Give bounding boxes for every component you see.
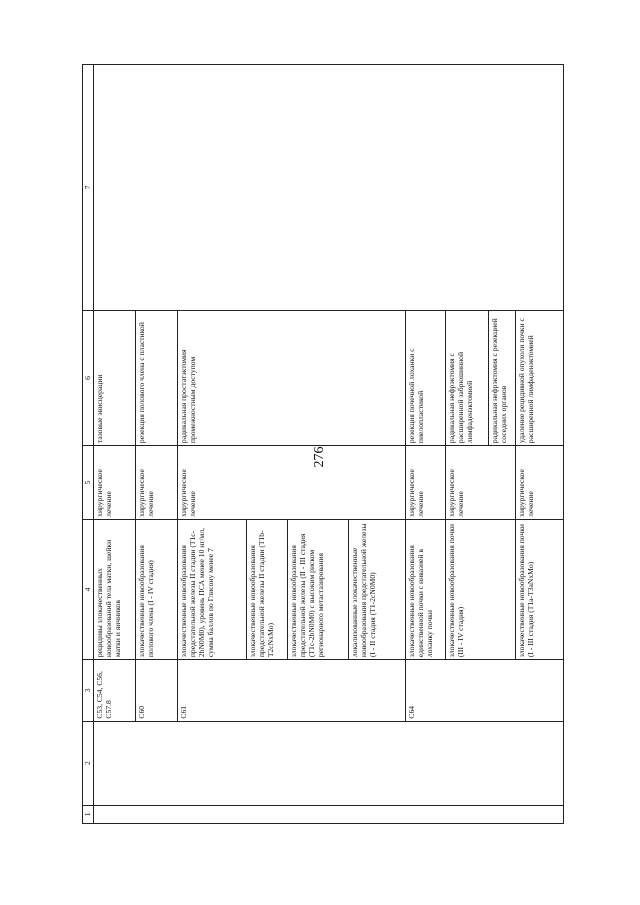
column-header-3: 3	[83, 660, 94, 721]
diagnosis-cell: злокачественные новообразования единственной почки с инвазией в лоханку почки	[406, 519, 446, 659]
treatment-type-cell: хирургическое лечение	[178, 446, 406, 520]
column-header-4: 4	[83, 519, 94, 659]
icd-codes-cell: C53, C54, C56, C57.8	[94, 660, 136, 721]
diagnosis-cell: злокачественные новообразования полового члена (I - IV стадия)	[136, 519, 178, 659]
column-2-cell	[94, 721, 564, 805]
treatment-type-cell: хирургическое лечение	[446, 446, 516, 520]
treatment-table	[82, 64, 562, 824]
treatment-method-cell: резекция почечной лоханки с пиелопластикой	[406, 310, 446, 445]
column-header-7: 7	[83, 65, 94, 311]
table-row	[94, 65, 136, 824]
column-header-6: 6	[83, 310, 94, 445]
column-1-cell	[94, 805, 564, 823]
treatment-method-cell: тазовые эвисцерации	[94, 310, 136, 445]
icd-codes-cell: C64	[406, 660, 564, 721]
treatment-type-cell: хирургическое лечение	[516, 446, 564, 520]
column-7-cell	[94, 65, 564, 311]
treatment-method-cell: радикальная простатэктомия промежностным доступом	[178, 310, 406, 445]
icd-codes-cell: C60	[136, 660, 178, 721]
treatment-type-cell: хирургическое лечение	[406, 446, 446, 520]
treatment-method-cell	[446, 310, 516, 445]
diagnosis-subcell: злокачественные новообразования предстательной железы (II - III стадия (T1c-2bN0M0) с высоким риском регионарного метастазирования	[288, 520, 349, 659]
column-header-5: 5	[83, 446, 94, 520]
treatment-method-cell: резекция полового члена с пластикой	[136, 310, 178, 445]
diagnosis-cell: рецидивы злокачественных новообразований тела матки, шейки матки и яичников	[94, 519, 136, 659]
diagnosis-cell: злокачественные новообразования почки (I - III стадия (T1a-T3aNxMo)	[516, 519, 564, 659]
column-header-1: 1	[83, 805, 94, 823]
diagnosis-cell	[178, 519, 406, 659]
treatment-method-subcell: радикальная нефрэктомия с расширенной забрюшинной лимфаденэктомией	[446, 311, 489, 445]
medical-care-table	[82, 64, 564, 824]
treatment-type-cell: хирургическое лечение	[136, 446, 178, 520]
treatment-method-subcell: радикальная нефрэктомия с резекцией соседних органов	[490, 318, 508, 444]
header-row	[83, 65, 94, 824]
diagnosis-cell: злокачественные новообразования почки (III - IV стадия)	[446, 519, 516, 659]
treatment-method-cell: удаление рецидивной опухоли почки с расширенной лимфаденэктомией	[516, 310, 564, 445]
page-number: 276	[312, 446, 327, 468]
diagnosis-subcell: локализованные злокачественные новообразования предстательной железы (I - II стадия (T1-2cN0M0)	[350, 523, 377, 658]
icd-codes-cell: C61	[178, 660, 406, 721]
diagnosis-subcell: злокачественные новообразования предстательной железы II стадии (T1c-2bN0M0), уровень ПСА менее 10 нг/мл, сумма баллов по Глисону менее 7	[178, 520, 247, 659]
diagnosis-subcell: злокачественные новообразования предстательной железы II стадии (T1b-T2cNxMo)	[247, 520, 288, 659]
column-header-2: 2	[83, 721, 94, 805]
treatment-type-cell: хирургическое лечение	[94, 446, 136, 520]
